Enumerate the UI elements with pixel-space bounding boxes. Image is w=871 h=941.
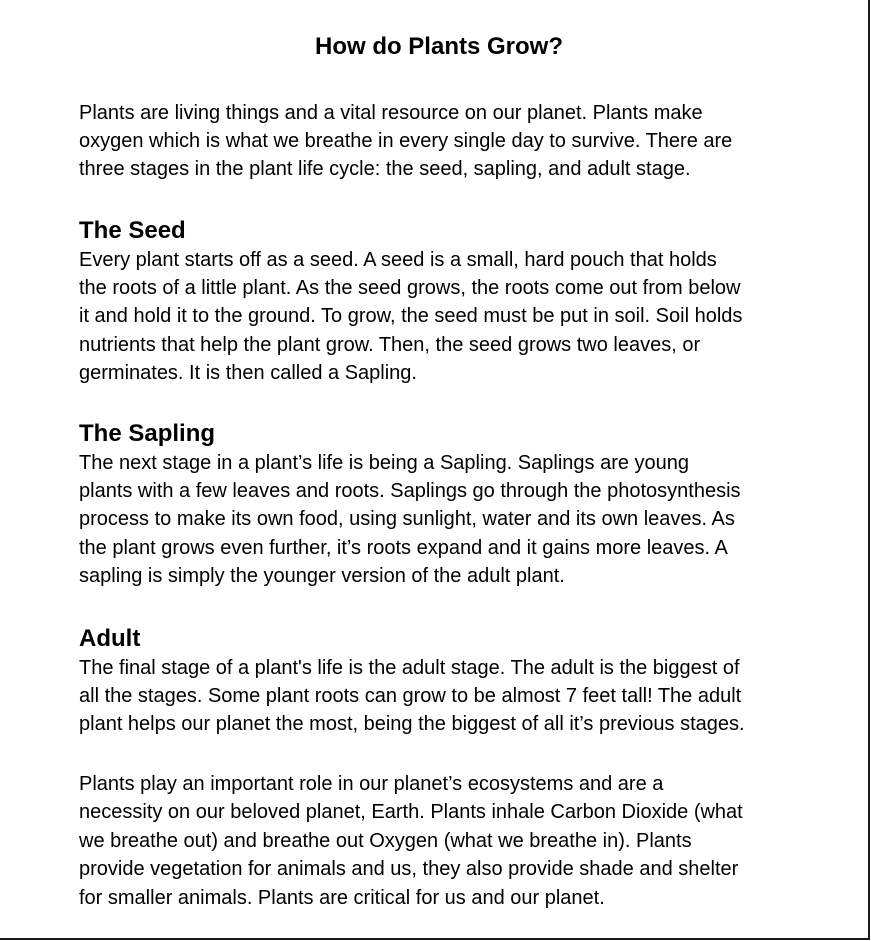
body-line: The next stage in a plant’s life is being a Sapling. Saplings are young bbox=[79, 451, 690, 474]
section-heading-adult: Adult bbox=[79, 624, 141, 652]
section-body-adult bbox=[79, 654, 799, 739]
body-line: plants with a few leaves and roots. Saplings go through the photosynthesis bbox=[79, 480, 741, 503]
body-line: the plant grows even further, it’s roots expand and it gains more leaves. A bbox=[79, 536, 728, 559]
closing-line: provide vegetation for animals and us, they also provide shade and shelter bbox=[79, 858, 739, 881]
section-heading-seed: The Seed bbox=[79, 216, 186, 244]
body-line: all the stages. Some plant roots can grow to be almost 7 feet tall! The adult bbox=[79, 685, 742, 708]
intro-line: Plants are living things and a vital resource on our planet. Plants make bbox=[79, 102, 703, 124]
closing-paragraph bbox=[79, 770, 799, 912]
closing-line: we breathe out) and breathe out Oxygen (what we breathe in). Plants bbox=[79, 829, 692, 852]
body-line: The final stage of a plant's life is the adult stage. The adult is the biggest of bbox=[79, 656, 740, 679]
body-line: process to make its own food, using sunlight, water and its own leaves. As bbox=[79, 508, 735, 531]
body-line: it and hold it to the ground. To grow, the seed must be put in soil. Soil holds bbox=[79, 305, 743, 328]
section-adult bbox=[79, 624, 799, 739]
closing-line: for smaller animals. Plants are critical for us and our planet. bbox=[79, 886, 605, 909]
intro-line: three stages in the plant life cycle: the seed, sapling, and adult stage. bbox=[79, 158, 691, 181]
intro-line: oxygen which is what we breathe in every single day to survive. There are bbox=[79, 130, 733, 153]
section-sapling bbox=[79, 419, 799, 591]
section-seed bbox=[79, 216, 799, 388]
closing-line: Plants play an important role in our planet’s ecosystems and are a bbox=[79, 772, 664, 795]
body-line: the roots of a little plant. As the seed grows, the roots come out from below bbox=[79, 277, 741, 300]
closing-line: necessity on our beloved planet, Earth. Plants inhale Carbon Dioxide (what bbox=[79, 801, 743, 824]
body-line: plant helps our planet the most, being the biggest of all it’s previous stages. bbox=[79, 713, 745, 736]
document-content bbox=[79, 29, 799, 912]
body-line: sapling is simply the younger version of the adult plant. bbox=[79, 565, 565, 588]
page-title: How do Plants Grow? bbox=[314, 33, 563, 60]
body-line: nutrients that help the plant grow. Then, the seed grows two leaves, or bbox=[79, 333, 701, 356]
section-body-seed bbox=[79, 246, 799, 388]
body-line: germinates. It is then called a Sapling. bbox=[79, 362, 417, 385]
body-line: Every plant starts off as a seed. A seed is a small, hard pouch that holds bbox=[79, 248, 717, 271]
intro-paragraph bbox=[79, 99, 799, 184]
section-heading-sapling: The Sapling bbox=[79, 419, 216, 447]
section-body-sapling bbox=[79, 449, 799, 591]
